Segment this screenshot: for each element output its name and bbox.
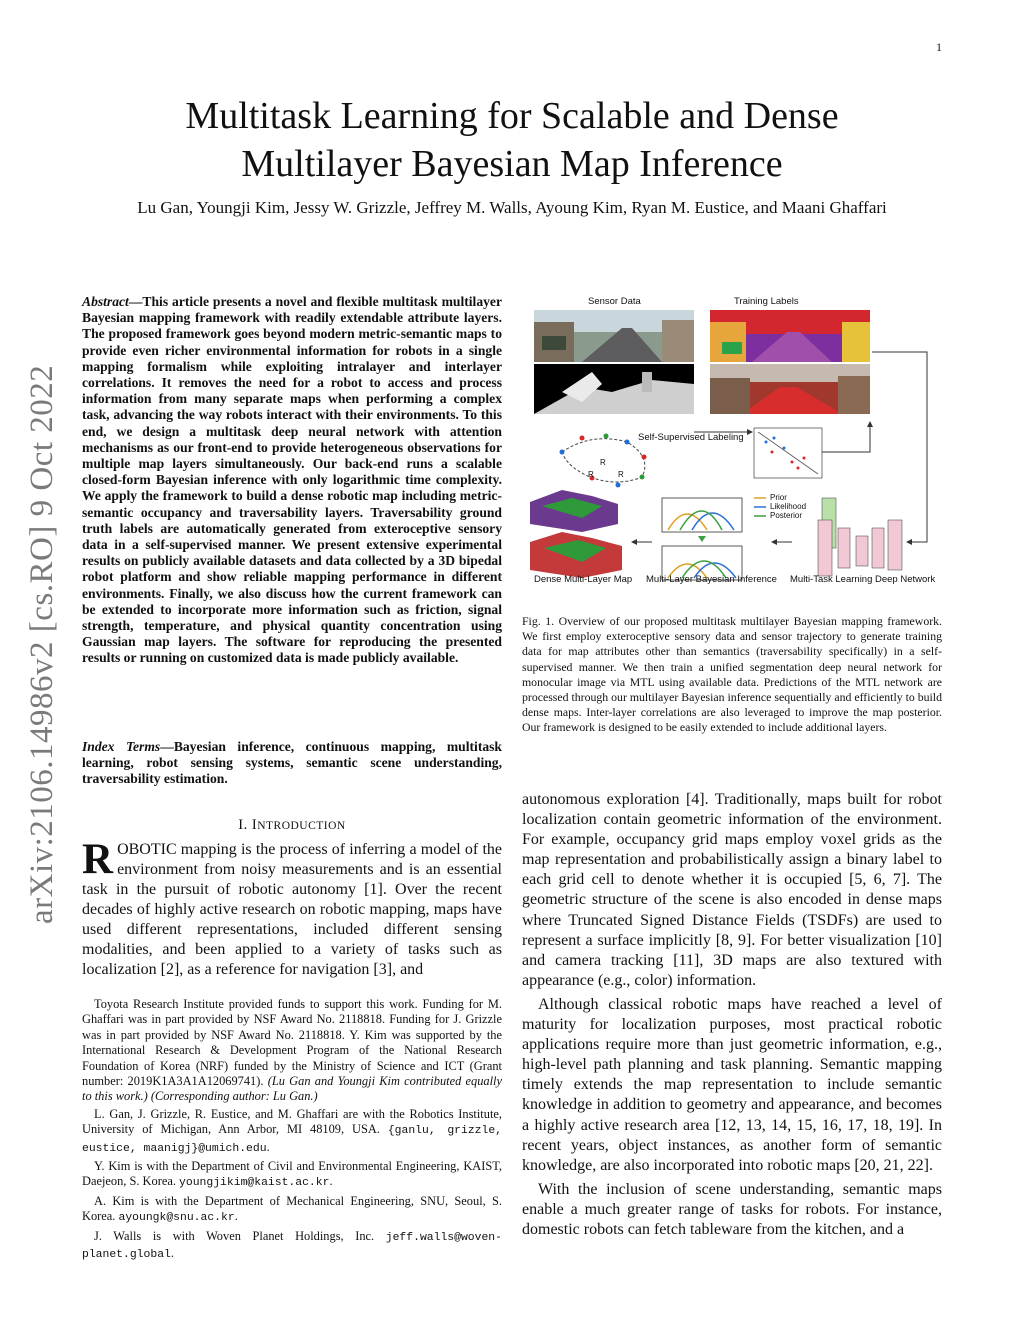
section-heading <box>82 817 502 834</box>
drop-cap: R <box>82 836 114 883</box>
label-mtl-network: Multi-Task Learning Deep Network <box>790 574 936 585</box>
footnote-kaist: Y. Kim is with the Department of Civil and Environmental Engineering, KAIST, Daejeon, S. Korea. youngjikim@kaist.ac.kr. <box>82 1159 502 1190</box>
label-rij: R <box>600 458 606 467</box>
traversability-label-image <box>710 364 870 414</box>
footnote-snu-text: A. Kim is with the Department of Mechanical Engineering, SNU, Seoul, S. Korea. <box>82 1193 502 1224</box>
footnote-equal-contribution: (Lu Gan and Youngji Kim contributed equally to this work.) (Corresponding author: Lu Gan.) <box>82 1074 502 1104</box>
title-line-2: Multilayer Bayesian Map Inference <box>241 143 783 185</box>
mtl-network-blocks <box>818 498 902 576</box>
email-snu[interactable]: ayoungk@snu.ac.kr <box>118 1212 235 1225</box>
intro-paragraph <box>82 836 502 980</box>
label-ri: R <box>588 470 594 479</box>
index-terms-label: Index Terms <box>82 739 161 754</box>
figure-caption: Fig. 1. Overview of our proposed multitask multilayer Bayesian mapping framework. We first employ exteroceptive sensory data and sensor trajectory to generate training data for map attributes other than semantics (traversability specifically) in a self-supervised manner. We then train a unified segmentation deep neural network for monocular image via MTL using available data. Predictions of the MTL network are processed through our multilayer Bayesian inference sequentially and efficiently to build dense maps. Inter-layer correlations are also leveraged to improve the map posterior. Our framework is designed to be easily extended to include additional layers. <box>522 614 942 735</box>
paragraph-1: autonomous exploration [4]. Traditionally, maps built for robot localization contain geometric information of the environment. For example, occupancy grid maps employ voxel grids as the map representation and probabilistically assign a binary label to each grid cell to denote whether it is occupied [5, 6, 7]. The geometric structure of the scene is also encoded in dense maps where Truncated Signed Distance Fields (TSDFs) are used to represent a surface implicitly [8, 9]. For better visualization [10] and camera tracking [11], 3D maps are also textured with appearance (e.g., color) information. <box>522 791 942 989</box>
paragraph-3: With the inclusion of scene understanding, semantic maps enable a much greater range of tasks for robots. For instance, domestic robots can fetch tableware from the kitchen, and a <box>522 1180 942 1238</box>
legend-prior: Prior <box>770 493 787 502</box>
footnote-snu: A. Kim is with the Department of Mechanical Engineering, SNU, Seoul, S. Korea. ayoungk@snu.ac.kr. <box>82 1193 502 1225</box>
label-training-labels: Training Labels <box>734 296 799 307</box>
depth-image <box>534 364 694 414</box>
label-rj: R <box>618 470 624 479</box>
figure-overview <box>522 292 942 592</box>
footnote-woven: J. Walls is with Woven Planet Holdings, Inc. jeff.walls@woven-planet.global. <box>82 1228 502 1262</box>
posterior-legend <box>754 498 766 516</box>
section-number: I. <box>238 817 248 833</box>
index-terms <box>82 739 502 788</box>
footnote-umich-text: L. Gan, J. Grizzle, R. Eustice, and M. Ghaffari are with the Robotics Institute, University of Michigan, Ann Arbor, MI 48109, USA. <box>82 1106 502 1137</box>
footnote-kaist-text: Y. Kim is with the Department of Civil and Environmental Engineering, KAIST, Daejeon, S. Korea. <box>82 1159 502 1189</box>
abstract <box>82 294 502 667</box>
title-line-1: Multitask Learning for Scalable and Dense <box>185 95 839 137</box>
label-dense-map: Dense Multi-Layer Map <box>534 574 633 585</box>
footnote-funding <box>82 997 502 1105</box>
author-list: Lu Gan, Youngji Kim, Jessy W. Grizzle, Jeffrey M. Walls, Ayoung Kim, Ryan M. Eustice, and Maani Ghaffari <box>137 198 887 217</box>
legend-posterior: Posterior <box>770 511 803 520</box>
semantic-label-image <box>710 310 870 362</box>
rgb-image <box>534 310 694 362</box>
paper-title <box>80 92 944 188</box>
paragraph-2: Although classical robotic maps have reached a level of maturity for localization purposes, most practical robotic applications require more than just geometric information, e.g., high-level path planning and task planning. Semantic mapping timely extends the map representation to include semantic knowledge in addition to geometry and appearance, and becomes a highly active research area [12, 13, 14, 15, 16, 17, 18, 19]. In recent years, object instances, as another form of semantic knowledge, are also incorporated into robotic maps [20, 21, 22]. <box>522 995 942 1174</box>
index-terms-text: —Bayesian inference, continuous mapping, multitask learning, robot sensing systems, semantic scene understanding, traversability estimation. <box>82 739 502 787</box>
label-self-supervised: Self-Supervised Labeling <box>638 432 744 443</box>
footnotes <box>82 997 502 1266</box>
right-column-text <box>522 790 942 1244</box>
traversability-scatter <box>754 428 822 478</box>
footnote-funding-text: Toyota Research Institute provided funds to support this work. Funding for M. Ghaffari was in part provided by NSF Award No. 2118818. Funding for J. Grizzle was in part provided by NSF Award No. 2118818. Y. Kim was supported by the International Research & Development Program of the National Research Foundation of Korea (NRF) funded by the Ministry of Science and ICT (Grant number: 2019K1A3A1A12069741). <box>82 997 502 1089</box>
arxiv-stamp: arXiv:2106.14986v2 [cs.RO] 9 Oct 2022 <box>24 364 60 924</box>
bayes-inference-plots <box>662 498 742 580</box>
label-bayesian-inference: Multi-Layer Bayesian Inference <box>646 574 777 585</box>
page-number: 1 <box>936 40 942 54</box>
email-woven[interactable]: jeff.walls@woven-planet.global <box>82 1231 502 1262</box>
legend-likelihood: Likelihood <box>770 502 807 511</box>
label-sensor-data: Sensor Data <box>588 296 641 307</box>
intro-text: OBOTIC mapping is the process of inferring a model of the environment from noisy measurements and is an essential task in the pursuit of robotic autonomy [1]. Over the recent decades of highly active research on robotic mapping, maps have used different representations, included different sensing modalities, and been applied to a variety of tasks such as localization [2], as a reference for navigation [3], and <box>82 841 502 978</box>
email-umich[interactable]: {ganlu, grizzle, eustice, maanigj}@umich.edu <box>82 1125 502 1155</box>
abstract-label: Abstract <box>82 294 129 309</box>
section-title-first: I <box>251 817 258 833</box>
email-kaist[interactable]: youngjikim@kaist.ac.kr <box>179 1177 330 1190</box>
section-title-rest: NTRODUCTION <box>257 820 346 832</box>
footnote-umich: L. Gan, J. Grizzle, R. Eustice, and M. Ghaffari are with the Robotics Institute, University of Michigan, Ann Arbor, MI 48109, USA. {ganlu, grizzle, eustice, maanigj}@umich.edu. <box>82 1106 502 1155</box>
abstract-text: —This article presents a novel and flexible multitask multilayer Bayesian mapping framework with readily extendable attribute layers. The proposed framework goes beyond modern metric-semantic maps to provide even richer environmental information for robots in a single mapping formalism while exploiting intralayer and interlayer correlations. It removes the need for a robot to access and process information from many separate maps when performing a complex task, advancing the way robots interact with their environments. To this end, we design a multitask deep neural network with attention mechanisms as our front-end to provide heterogeneous observations for multiple map layers simultaneously. Our back-end runs a scalable closed-form Bayesian inference with only logarithmic time complexity. We apply the framework to build a dense robotic map including metric-semantic occupancy and traversability layers. Traversability ground truth labels are automatically generated from exteroceptive sensory data in a self-supervised manner. We present extensive experimental results on publicly available datasets and data collected by a 3D bipedal robot platform and show reliable mapping performance in different environments. Finally, we also discuss how the current framework can be extended to incorporate more information such as friction, signal strength, temperature, and physical quantity concentration using Gaussian map layers. The software for reproducing the presented results or running on customized data is made publicly available. <box>82 294 502 666</box>
dense-map-3d <box>530 490 622 578</box>
footnote-woven-text: J. Walls is with Woven Planet Holdings, Inc. <box>94 1228 375 1243</box>
